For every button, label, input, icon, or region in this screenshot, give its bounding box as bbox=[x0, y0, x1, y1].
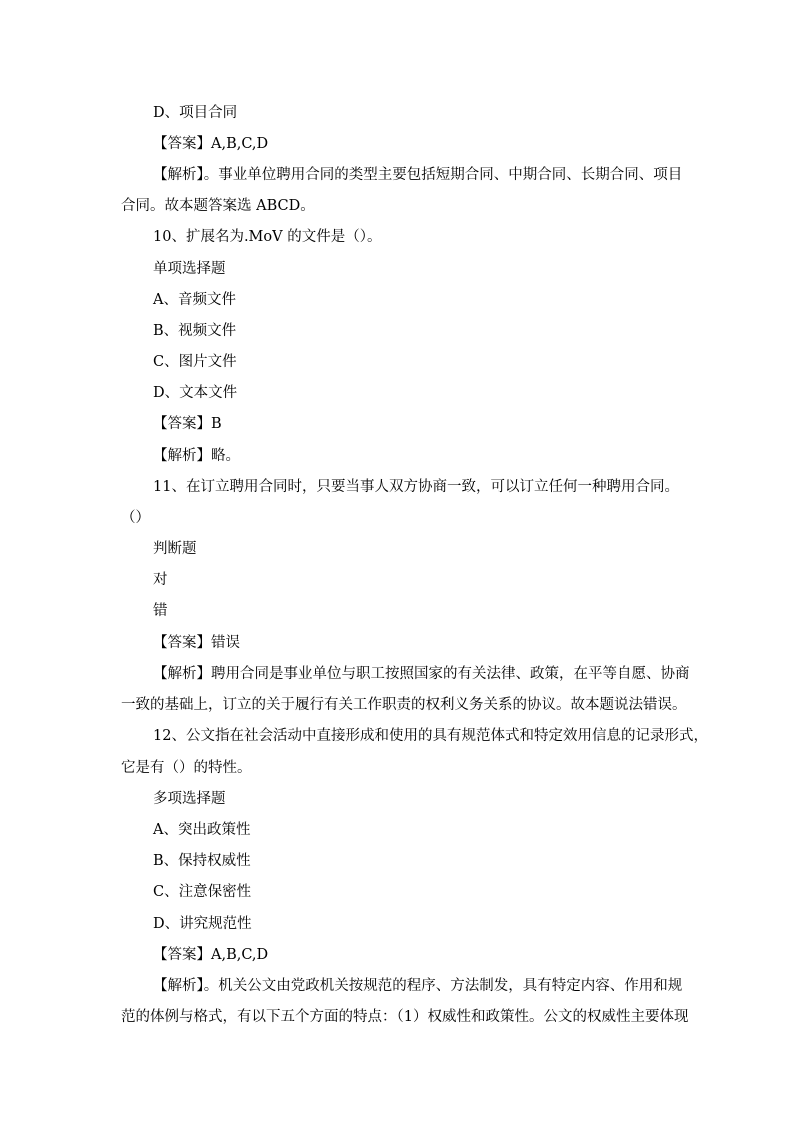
question-12-continuation-line: 它是有（）的特性。 bbox=[121, 760, 252, 776]
question-11-blank-line: （） bbox=[121, 510, 150, 526]
analysis-continuation-line: 合同。故本题答案选 ABCD。 bbox=[121, 198, 315, 214]
option-c-line: C、注意保密性 bbox=[153, 884, 252, 900]
analysis-line: 【解析】。机关公文由党政机关按规范的程序、方法制发，具有特定内容、作用和规 bbox=[153, 978, 683, 994]
analysis-continuation-line: 范的体例与格式，有以下五个方面的特点：（1）权威性和政策性。公文的权威性主要体现 bbox=[121, 1009, 689, 1025]
analysis-line: 【解析】略。 bbox=[153, 448, 240, 464]
question-type-line: 判断题 bbox=[153, 541, 197, 557]
option-d-line: D、项目合同 bbox=[153, 105, 238, 121]
answer-line: 【答案】A,B,C,D bbox=[153, 136, 269, 152]
option-d-line: D、文本文件 bbox=[153, 385, 238, 401]
option-false-line: 错 bbox=[153, 603, 168, 619]
answer-line: 【答案】错误 bbox=[153, 635, 240, 651]
analysis-line: 【解析】聘用合同是事业单位与职工按照国家的有关法律、政策，在平等自愿、协商 bbox=[153, 666, 690, 682]
analysis-continuation-line: 一致的基础上，订立的关于履行有关工作职责的权利义务关系的协议。故本题说法错误。 bbox=[121, 697, 687, 713]
analysis-line: 【解析】。事业单位聘用合同的类型主要包括短期合同、中期合同、长期合同、项目 bbox=[153, 167, 683, 183]
answer-line: 【答案】A,B,C,D bbox=[153, 947, 269, 963]
option-b-line: B、保持权威性 bbox=[153, 853, 251, 869]
option-true-line: 对 bbox=[153, 572, 168, 588]
option-b-line: B、视频文件 bbox=[153, 323, 237, 339]
option-a-line: A、音频文件 bbox=[153, 292, 236, 308]
option-d-line: D、讲究规范性 bbox=[153, 916, 252, 932]
option-c-line: C、图片文件 bbox=[153, 354, 237, 370]
question-type-line: 多项选择题 bbox=[153, 791, 226, 807]
question-12-line: 12、公文指在社会活动中直接形成和使用的具有规范体式和特定效用信息的记录形式， bbox=[153, 728, 708, 744]
question-type-line: 单项选择题 bbox=[153, 261, 226, 277]
option-a-line: A、突出政策性 bbox=[153, 822, 251, 838]
question-10-line: 10、扩展名为.MoV 的文件是（）。 bbox=[153, 229, 382, 245]
question-11-line: 11、在订立聘用合同时，只要当事人双方协商一致，可以订立任何一种聘用合同。 bbox=[153, 479, 679, 495]
answer-line: 【答案】B bbox=[153, 416, 222, 432]
